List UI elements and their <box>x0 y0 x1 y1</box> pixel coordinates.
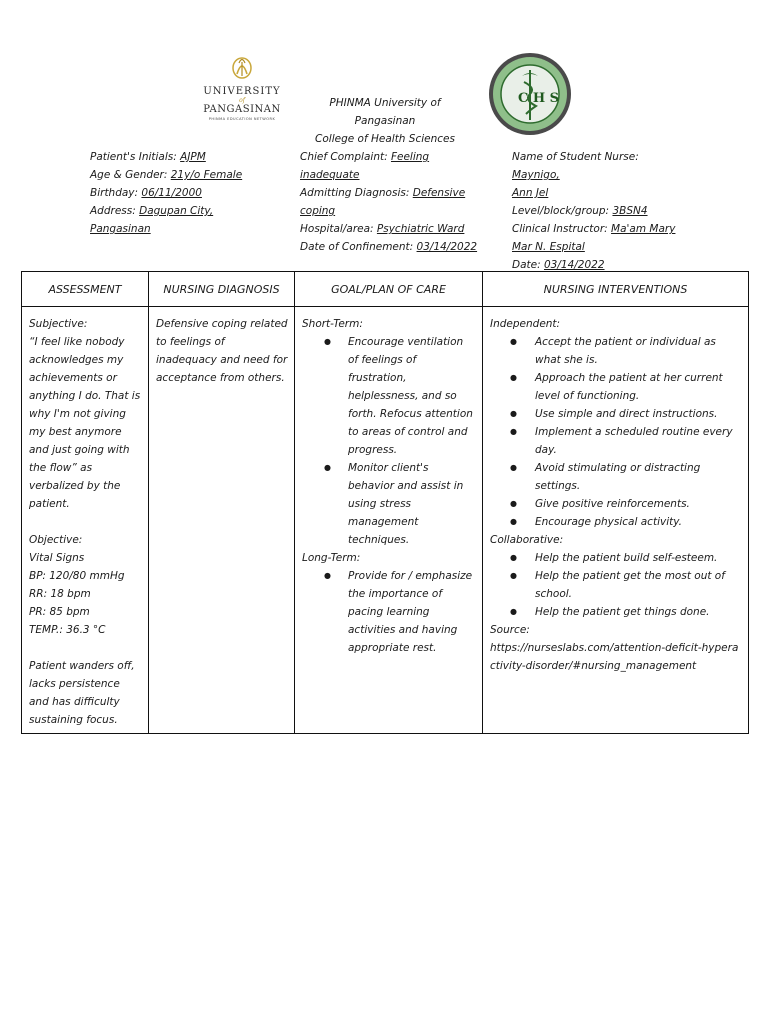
age-label: Age & Gender: <box>90 169 168 181</box>
subjective-title: Subjective: <box>29 318 88 330</box>
list-item: ● Avoid stimulating or distracting settings. <box>490 459 742 495</box>
observation-text: Patient wanders off, lacks persistence and has difficulty sustaining focus. <box>29 660 135 726</box>
diagnosis-value-line2: coping <box>300 205 336 217</box>
short-term-title: Short-Term: <box>302 318 363 330</box>
long-term-list <box>302 567 476 657</box>
patient-info <box>90 148 290 238</box>
instructor-value-line1: Ma'am Mary <box>611 223 676 235</box>
list-item: ● Help the patient build self-esteem. <box>490 549 742 567</box>
collaborative-title: Collaborative: <box>490 534 564 546</box>
birthday-value: 06/11/2000 <box>141 187 202 199</box>
student-name-line1: Maynigo, <box>512 169 560 181</box>
date-label: Date: <box>512 259 541 271</box>
student-name-line2: Ann Jel <box>512 187 549 199</box>
date-value: 03/14/2022 <box>543 259 605 271</box>
independent-title: Independent: <box>490 318 561 330</box>
confinement-label: Date of Confinement: <box>300 241 414 253</box>
collaborative-list <box>490 549 742 621</box>
list-item: ● Provide for / emphasize the importance of pacing learning activities and having appropriate rest. <box>302 567 476 657</box>
table-header-row <box>22 272 749 307</box>
diagnosis-cell <box>149 307 295 734</box>
level-value: 3BSN4 <box>612 205 648 217</box>
level-label: Level/block/group: <box>512 205 610 217</box>
nursing-diagnosis-text: Defensive coping related to feelings of inadequacy and need for acceptance from others. <box>156 318 288 384</box>
list-item: ● Implement a scheduled routine every day. <box>490 423 742 459</box>
list-item: ● Approach the patient at her current level of functioning. <box>490 369 742 405</box>
crest-icon <box>229 54 255 80</box>
subjective-text: “I feel like nobody acknowledges my achievements or anything I do. That is why I'm not giving my best anymore and just going with the flow” as verbalized by the patient. <box>29 336 141 510</box>
admission-info <box>300 148 490 256</box>
list-item: ● Encourage ventilation of feelings of frustration, helplessness, and so forth. Refocus attention to areas of control and progress. <box>302 333 476 459</box>
goals-cell <box>295 307 483 734</box>
diagnosis-label: Admitting Diagnosis: <box>300 187 410 199</box>
table-row <box>22 307 749 734</box>
list-item: ● Use simple and direct instructions. <box>490 405 742 423</box>
initials-label: Patient's Initials: <box>90 151 177 163</box>
vital-temp: TEMP.: 36.3 °C <box>29 624 106 636</box>
student-info <box>512 148 687 274</box>
logo-line-university: UNIVERSITY <box>203 86 281 97</box>
university-logo <box>196 54 288 138</box>
header-goal-plan: GOAL/PLAN OF CARE <box>295 272 483 307</box>
interventions-cell <box>483 307 749 734</box>
chs-letters: C H S <box>518 91 560 106</box>
instructor-value-line2: Mar N. Espital <box>512 241 585 253</box>
complaint-label: Chief Complaint: <box>300 151 388 163</box>
college-name: College of Health Sciences <box>315 133 455 145</box>
address-label: Address: <box>90 205 136 217</box>
instructor-label: Clinical Instructor: <box>512 223 608 235</box>
nursing-care-plan-table <box>21 271 749 734</box>
vital-rr: RR: 18 bpm <box>29 588 91 600</box>
complaint-value: Feeling inadequate <box>300 151 430 181</box>
school-title <box>300 94 470 148</box>
hospital-value: Psychiatric Ward <box>376 223 465 235</box>
logo-line-network: PHINMA EDUCATION NETWORK <box>208 117 276 121</box>
list-item: ● Help the patient get the most out of school. <box>490 567 742 603</box>
birthday-label: Birthday: <box>90 187 139 199</box>
vital-signs-title: Vital Signs <box>29 552 85 564</box>
vital-pr: PR: 85 bpm <box>29 606 90 618</box>
header-nursing-diagnosis: NURSING DIAGNOSIS <box>149 272 295 307</box>
long-term-title: Long-Term: <box>302 552 361 564</box>
independent-list <box>490 333 742 531</box>
school-name: PHINMA University of Pangasinan <box>329 97 441 127</box>
confinement-value: 03/14/2022 <box>416 241 478 253</box>
assessment-cell <box>22 307 149 734</box>
source-title: Source: <box>490 624 530 636</box>
logo-line-of: of <box>239 97 245 104</box>
chs-seal-icon <box>488 52 572 136</box>
list-item: ● Give positive reinforcements. <box>490 495 742 513</box>
address-value-line1: Dagupan City, <box>139 205 214 217</box>
list-item: ● Help the patient get things done. <box>490 603 742 621</box>
header-interventions: NURSING INTERVENTIONS <box>483 272 749 307</box>
diagnosis-value-line1: Defensive <box>412 187 466 199</box>
logo-line-pangasinan: PANGASINAN <box>203 104 281 115</box>
list-item: ● Monitor client's behavior and assist in using stress management techniques. <box>302 459 476 549</box>
student-name-label: Name of Student Nurse: <box>512 151 639 163</box>
short-term-list <box>302 333 476 549</box>
hospital-label: Hospital/area: <box>300 223 374 235</box>
address-value-line2: Pangasinan <box>90 223 151 235</box>
source-link[interactable]: https://nurseslabs.com/attention-deficit-hyperactivity-disorder/#nursing_management <box>490 642 739 672</box>
age-value: 21y/o Female <box>170 169 243 181</box>
vital-bp: BP: 120/80 mmHg <box>29 570 125 582</box>
initials-value: AJPM <box>180 151 206 163</box>
list-item: ● Encourage physical activity. <box>490 513 742 531</box>
objective-title: Objective: <box>29 534 83 546</box>
header-assessment: ASSESSMENT <box>22 272 149 307</box>
list-item: ● Accept the patient or individual as what she is. <box>490 333 742 369</box>
